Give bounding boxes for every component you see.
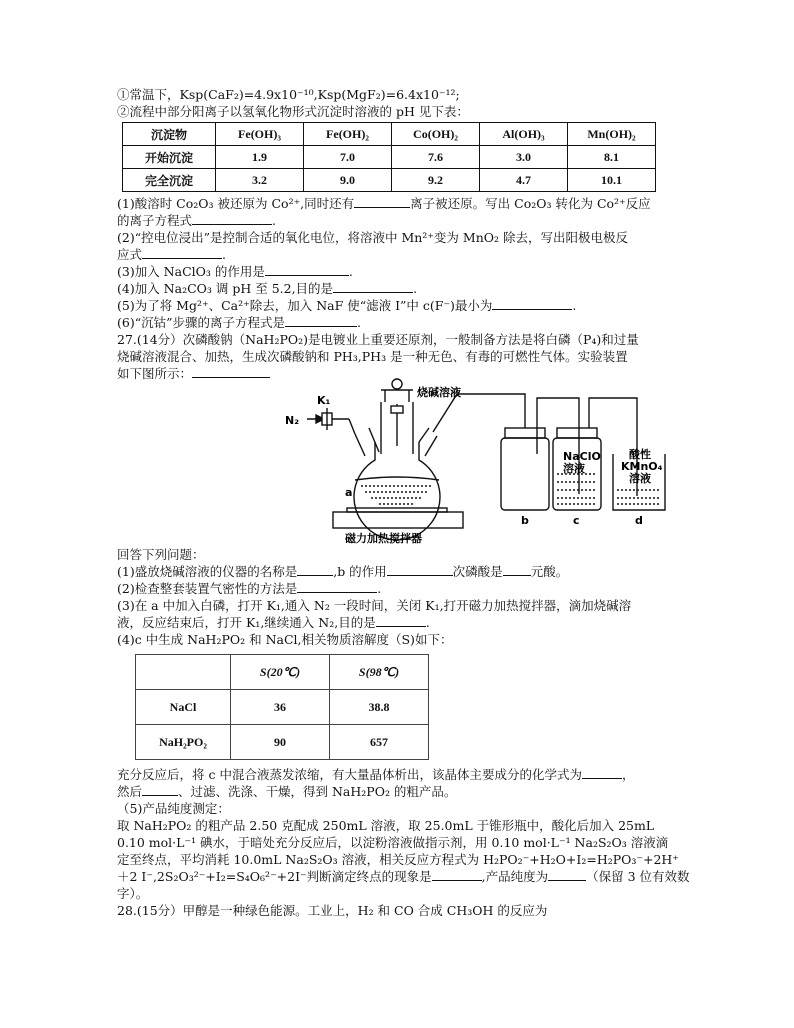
q27-c-line-7: ＋2 I⁻,2S₂O₃²⁻+I₂=S₄O₆²⁻+2I⁻判断滴定终点的现象是 ,产品纯度为 （保留 3 位有效数 — [117, 869, 690, 884]
naoh-label: 烧碱溶液 — [417, 386, 461, 399]
table-cell: 开始沉淀 — [123, 146, 216, 169]
bottle-b-label: b — [521, 514, 529, 527]
table-cell: 657 — [330, 725, 429, 760]
table-row — [136, 655, 429, 690]
q26-line-3: (2)“控电位浸出”是控制合适的氧化电位，将溶液中 Mn²⁺变为 MnO₂ 除去，写出阳极电极反 — [117, 230, 628, 245]
q26-line-1: (1)酸溶时 Co₂O₃ 被还原为 Co²⁺,同时还有 离子被还原。写出 Co₂O₃ 转化为 Co²⁺反应 — [117, 196, 651, 211]
q27-part-1: (1)盛放烧碱溶液的仪器的名称是 ,b 的作用 次磷酸是 元酸。 — [117, 564, 569, 579]
table-row — [136, 690, 429, 725]
table-header-cell: S(98℃) — [330, 655, 429, 690]
answer-blank[interactable] — [285, 314, 357, 327]
answer-blank[interactable] — [582, 766, 622, 779]
q27-c-line-4: 取 NaH₂PO₂ 的粗产品 2.50 克配成 250mL 溶液，取 25.0mL 于锥形瓶中，酸化后加入 25mL — [117, 818, 655, 833]
answer-blank[interactable] — [354, 195, 410, 208]
flask-left-neck-2 — [369, 428, 379, 452]
table-cell: 7.6 — [392, 146, 480, 169]
solubility-table — [135, 654, 429, 760]
table-row — [123, 123, 656, 146]
document-page — [117, 86, 690, 919]
bottle-c-label: c — [573, 514, 580, 527]
bottle-c-stopper — [557, 428, 597, 438]
q26-line-8: (6)“沉钴”步骤的离子方程式是 . — [117, 315, 361, 330]
table-header-cell: Fe(OH)₃ — [216, 123, 304, 146]
q27-part-2: (2)检查整套装置气密性的方法是 . — [117, 581, 382, 596]
q27-c-line-1: 充分反应后，将 c 中混合液蒸发浓缩，有大量晶体析出，该晶体主要成分的化学式为 ， — [117, 767, 635, 782]
q27-c-line-5: 0.10 mol·L⁻¹ 碘水，于暗处充分反应后，以淀粉溶液做指示剂，用 0.10 mol·L⁻¹ Na₂S₂O₃ 溶液滴 — [117, 835, 669, 850]
q27-line-2: 烧碱溶液混合、加热，生成次磷酸钠和 PH₃,PH₃ 是一种无色、有毒的可燃性气体。实验装置 — [117, 349, 628, 364]
funnel-neck — [385, 390, 409, 402]
beaker-d-label: d — [635, 514, 643, 527]
answer-blank — [192, 365, 270, 378]
table-cell: 38.8 — [330, 690, 429, 725]
answer-blank[interactable] — [387, 563, 453, 576]
answer-blank[interactable] — [492, 297, 572, 310]
table-row — [136, 725, 429, 760]
beaker-d-liquid-hatch — [617, 490, 661, 504]
bottle-b-stopper — [505, 428, 545, 438]
answer-blank[interactable] — [376, 614, 426, 627]
table-cell: 90 — [231, 725, 330, 760]
answer-blank[interactable] — [432, 868, 482, 881]
answer-blank[interactable] — [503, 563, 531, 576]
kmno4-label-1: 酸性 — [629, 448, 651, 461]
flask-a-body — [354, 442, 440, 540]
flask-left-neck — [355, 434, 365, 456]
naclo-label-2: 溶液 — [563, 462, 585, 475]
inlet-bend — [349, 419, 355, 434]
table-cell: 36 — [231, 690, 330, 725]
q27-c-line-8: 字）。 — [117, 886, 149, 901]
flask-liquid-hatch — [361, 486, 433, 504]
q26-line-4: 应式 . — [117, 247, 226, 262]
n2-label: N₂ — [285, 414, 300, 427]
table-cell: NaH₂PO₂ — [136, 725, 231, 760]
apparatus-svg — [117, 384, 677, 545]
table-header-cell: Al(OH)₃ — [480, 123, 568, 146]
answer-blank[interactable] — [333, 280, 413, 293]
table-row — [123, 146, 656, 169]
q27-part-3b: 液，反应结束后，打开 K₁,继续通入 N₂,目的是 . — [117, 615, 430, 630]
table-header-cell: Mn(OH)₂ — [568, 123, 656, 146]
q27-c-line-6: 定至终点，平均消耗 10.0mL Na₂S₂O₃ 溶液，相关反应方程式为 H₂PO₂⁻+H₂O+I₂=H₂PO₃⁻+2H⁺ — [117, 852, 679, 867]
q26-line-5: (3)加入 NaClO₃ 的作用是 . — [117, 264, 353, 279]
table-cell: NaCl — [136, 690, 231, 725]
table-header-cell: S(20℃) — [231, 655, 330, 690]
funnel-stopcock — [391, 406, 403, 413]
table-cell: 3.0 — [480, 146, 568, 169]
stirrer-plate — [347, 508, 447, 512]
q27-part-4: (4)c 中生成 NaH₂PO₂ 和 NaCl,相关物质溶解度（S)如下： — [117, 632, 453, 647]
table-cell: 1.9 — [216, 146, 304, 169]
note-2: ②流程中部分阳离子以氢氧化物形式沉淀时溶液的 pH 见下表： — [117, 104, 469, 119]
k1-label: K₁ — [317, 394, 331, 407]
table-cell: 7.0 — [304, 146, 392, 169]
q27-c-line-2: 然后 、过滤、洗涤、干燥，得到 NaH₂PO₂ 的粗产品。 — [117, 784, 457, 799]
table-cell: 8.1 — [568, 146, 656, 169]
table-cell: 完全沉淀 — [123, 169, 216, 192]
note-1: ①常温下，Ksp(CaF₂)=4.9x10⁻¹⁰,Ksp(MgF₂)=6.4x10⁻¹²; — [117, 87, 460, 102]
stirrer-base — [333, 512, 463, 528]
q27-line-1: 27.(14分）次磷酸钠（NaH₂PO₂)是电镀业上重要还原剂，一般制备方法是将白磷（P₄)和过量 — [117, 332, 639, 347]
answer-blank[interactable] — [297, 563, 333, 576]
answer-blank[interactable] — [142, 783, 178, 796]
table-cell: 9.2 — [392, 169, 480, 192]
answer-blank[interactable] — [297, 580, 377, 593]
table-cell: 10.1 — [568, 169, 656, 192]
table-cell: 3.2 — [216, 169, 304, 192]
naclo-label-1: NaClO — [563, 450, 601, 463]
flask-right-neck — [419, 428, 437, 456]
kmno4-label-2: KMnO₄ — [621, 460, 663, 473]
answer-blank[interactable] — [548, 868, 586, 881]
table-header-cell: Fe(OH)₂ — [304, 123, 392, 146]
stirrer-label: 磁力加热搅拌器 — [345, 532, 422, 545]
table-row — [123, 169, 656, 192]
q27-part-3a: (3)在 a 中加入白磷，打开 K₁,通入 N₂ 一段时间，关闭 K₁,打开磁力加热搅拌器，滴加烧碱溶 — [117, 598, 632, 613]
answer-blank[interactable] — [265, 263, 349, 276]
q26-line-2: 的离子方程式 . — [117, 213, 276, 228]
bottle-b — [501, 438, 549, 510]
q27-c-line-3: （5)产品纯度测定： — [117, 801, 230, 816]
answer-blank[interactable] — [142, 246, 222, 259]
tube-b-c — [537, 398, 579, 494]
answer-blank[interactable] — [192, 212, 272, 225]
table-cell: 9.0 — [304, 169, 392, 192]
table-header-cell: 沉淀物 — [123, 123, 216, 146]
answer-prompt: 回答下列问题： — [117, 547, 205, 562]
table-cell: 4.7 — [480, 169, 568, 192]
tube-a-b — [433, 394, 525, 432]
q27-line-3: 如下图所示： — [117, 365, 677, 382]
table-header-cell — [136, 655, 231, 690]
kmno4-label-3: 溶液 — [629, 472, 651, 485]
apparatus-diagram — [117, 384, 677, 545]
q26-line-7: (5)为了将 Mg²⁺、Ca²⁺除去，加入 NaF 使“滤液 I”中 c(F⁻)最小为 . — [117, 298, 577, 313]
flask-liquid-surface — [355, 477, 439, 480]
flask-a-label: a — [345, 486, 353, 499]
ph-table — [122, 122, 656, 192]
q28-line-1: 28.(15分）甲醇是一种绿色能源。工业上，H₂ 和 CO 合成 CH₃OH 的反应为 — [117, 903, 548, 918]
table-header-cell: Co(OH)₂ — [392, 123, 480, 146]
bottle-c-liquid-hatch — [557, 474, 597, 504]
q26-line-6: (4)加入 Na₂CO₃ 调 pH 至 5.2,目的是 . — [117, 281, 418, 296]
